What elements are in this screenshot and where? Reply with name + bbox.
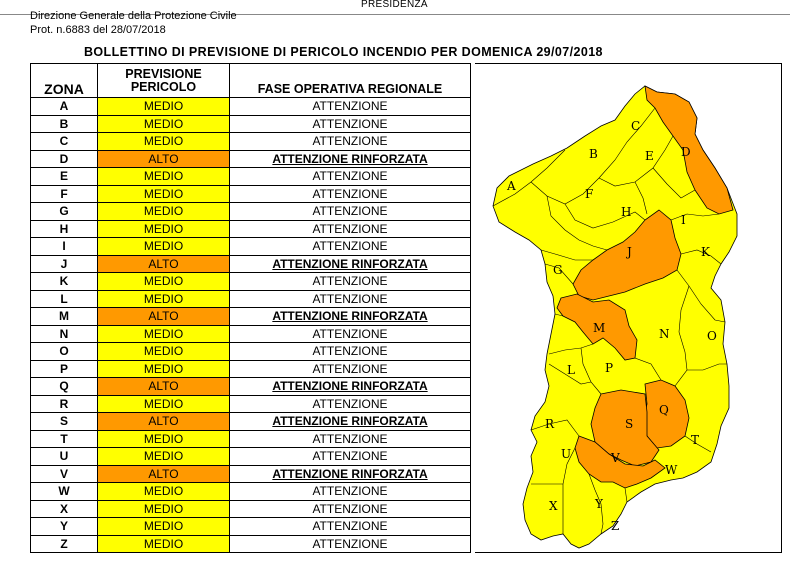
- map-label-k: K: [701, 245, 710, 259]
- column-header-previsione-line2: PERICOLO: [130, 79, 197, 94]
- operational-phase-cell: ATTENZIONE RINFORZATA: [230, 378, 471, 396]
- map-label-h: H: [621, 205, 632, 219]
- zone-letter-cell: N: [31, 325, 98, 343]
- table-row: [31, 133, 471, 151]
- zone-letter-cell: J: [31, 255, 98, 273]
- hazard-level-cell: MEDIO: [98, 448, 230, 466]
- zone-letter-cell: D: [31, 150, 98, 168]
- table-row: [31, 325, 471, 343]
- zone-letter-cell: S: [31, 413, 98, 431]
- table-row: [31, 430, 471, 448]
- direzione-label: Direzione Generale della Protezione Civile: [30, 10, 237, 22]
- hazard-level-cell: MEDIO: [98, 203, 230, 221]
- zone-letter-cell: B: [31, 115, 98, 133]
- operational-phase-cell: ATTENZIONE: [230, 290, 471, 308]
- hazard-level-cell: ALTO: [98, 308, 230, 326]
- hazard-level-cell: MEDIO: [98, 360, 230, 378]
- map-label-n: N: [659, 327, 670, 341]
- table-row: [31, 255, 471, 273]
- bulletin-title: BOLLETTINO DI PREVISIONE DI PERICOLO INCENDIO PER DOMENICA 29/07/2018: [84, 45, 603, 59]
- hazard-level-cell: ALTO: [98, 378, 230, 396]
- table-row: [31, 518, 471, 536]
- map-label-v: V: [611, 451, 620, 465]
- table-row: [31, 343, 471, 361]
- operational-phase-cell: ATTENZIONE: [230, 185, 471, 203]
- hazard-level-cell: MEDIO: [98, 430, 230, 448]
- table-row: [31, 308, 471, 326]
- hazard-level-cell: MEDIO: [98, 395, 230, 413]
- zone-letter-cell: M: [31, 308, 98, 326]
- operational-phase-cell: ATTENZIONE RINFORZATA: [230, 413, 471, 431]
- hazard-level-cell: MEDIO: [98, 500, 230, 518]
- document-header: [0, 0, 790, 10]
- map-label-e: E: [645, 149, 654, 163]
- table-row: [31, 448, 471, 466]
- zone-letter-cell: C: [31, 133, 98, 151]
- map-label-a: A: [507, 179, 516, 193]
- hazard-level-cell: MEDIO: [98, 518, 230, 536]
- hazard-level-cell: MEDIO: [98, 115, 230, 133]
- table-row: [31, 115, 471, 133]
- operational-phase-cell: ATTENZIONE: [230, 238, 471, 256]
- hazard-level-cell: MEDIO: [98, 343, 230, 361]
- sardinia-map-panel: [475, 63, 782, 553]
- hazard-level-cell: MEDIO: [98, 483, 230, 501]
- hazard-level-cell: MEDIO: [98, 220, 230, 238]
- table-row: [31, 238, 471, 256]
- table-row: [31, 290, 471, 308]
- map-label-s: S: [625, 417, 634, 431]
- operational-phase-cell: ATTENZIONE RINFORZATA: [230, 308, 471, 326]
- map-label-i: I: [681, 213, 686, 227]
- hazard-level-cell: MEDIO: [98, 535, 230, 553]
- zone-letter-cell: G: [31, 203, 98, 221]
- operational-phase-cell: ATTENZIONE: [230, 168, 471, 186]
- operational-phase-cell: ATTENZIONE: [230, 448, 471, 466]
- zone-letter-cell: L: [31, 290, 98, 308]
- table-row: [31, 185, 471, 203]
- sardinia-zone-map: [475, 64, 782, 554]
- table-row: [31, 168, 471, 186]
- column-header-previsione: [98, 64, 230, 98]
- zone-letter-cell: X: [31, 500, 98, 518]
- hazard-level-cell: MEDIO: [98, 168, 230, 186]
- hazard-level-cell: MEDIO: [98, 98, 230, 116]
- zone-letter-cell: A: [31, 98, 98, 116]
- column-header-fase: FASE OPERATIVA REGIONALE: [230, 64, 471, 98]
- zones-table-body: [31, 98, 471, 553]
- zone-letter-cell: T: [31, 430, 98, 448]
- hazard-level-cell: MEDIO: [98, 273, 230, 291]
- operational-phase-cell: ATTENZIONE RINFORZATA: [230, 150, 471, 168]
- map-label-j: J: [627, 245, 632, 259]
- map-label-m: M: [593, 321, 606, 335]
- operational-phase-cell: ATTENZIONE: [230, 115, 471, 133]
- hazard-level-cell: ALTO: [98, 150, 230, 168]
- table-row: [31, 413, 471, 431]
- zone-letter-cell: Z: [31, 535, 98, 553]
- map-label-c: C: [631, 119, 641, 133]
- map-label-w: W: [665, 463, 678, 477]
- map-label-u: U: [561, 447, 572, 461]
- hazard-level-cell: ALTO: [98, 413, 230, 431]
- zone-letter-cell: I: [31, 238, 98, 256]
- operational-phase-cell: ATTENZIONE RINFORZATA: [230, 255, 471, 273]
- operational-phase-cell: ATTENZIONE: [230, 500, 471, 518]
- operational-phase-cell: ATTENZIONE: [230, 273, 471, 291]
- table-row: [31, 483, 471, 501]
- map-label-l: L: [567, 363, 575, 377]
- zone-letter-cell: O: [31, 343, 98, 361]
- table-row: [31, 395, 471, 413]
- map-label-f: F: [585, 187, 594, 201]
- map-label-z: Z: [611, 519, 620, 533]
- operational-phase-cell: ATTENZIONE: [230, 220, 471, 238]
- map-label-p: P: [605, 361, 614, 375]
- table-row: [31, 378, 471, 396]
- column-header-zona: ZONA: [31, 64, 98, 98]
- table-row: [31, 465, 471, 483]
- operational-phase-cell: ATTENZIONE: [230, 395, 471, 413]
- operational-phase-cell: ATTENZIONE: [230, 98, 471, 116]
- map-label-r: R: [545, 417, 555, 431]
- zones-table: [30, 63, 471, 553]
- operational-phase-cell: ATTENZIONE: [230, 360, 471, 378]
- table-row: [31, 98, 471, 116]
- operational-phase-cell: ATTENZIONE: [230, 325, 471, 343]
- zone-letter-cell: P: [31, 360, 98, 378]
- zone-letter-cell: K: [31, 273, 98, 291]
- column-header-previsione-line1: PREVISIONE: [125, 66, 202, 81]
- operational-phase-cell: ATTENZIONE: [230, 535, 471, 553]
- zone-letter-cell: Q: [31, 378, 98, 396]
- zone-letter-cell: R: [31, 395, 98, 413]
- map-label-b: B: [589, 147, 598, 161]
- map-label-y: Y: [595, 497, 603, 511]
- zone-letter-cell: H: [31, 220, 98, 238]
- protocol-number: Prot. n.6883 del 28/07/2018: [30, 24, 166, 36]
- map-label-g: G: [553, 263, 563, 277]
- table-row: [31, 203, 471, 221]
- hazard-level-cell: MEDIO: [98, 238, 230, 256]
- map-label-o: O: [707, 329, 717, 343]
- table-row: [31, 150, 471, 168]
- operational-phase-cell: ATTENZIONE: [230, 133, 471, 151]
- zone-letter-cell: W: [31, 483, 98, 501]
- operational-phase-cell: ATTENZIONE RINFORZATA: [230, 465, 471, 483]
- operational-phase-cell: ATTENZIONE: [230, 518, 471, 536]
- hazard-level-cell: MEDIO: [98, 133, 230, 151]
- zone-letter-cell: F: [31, 185, 98, 203]
- table-header-row: [31, 64, 471, 98]
- table-row: [31, 535, 471, 553]
- table-row: [31, 220, 471, 238]
- map-label-d: D: [681, 145, 691, 159]
- hazard-level-cell: MEDIO: [98, 290, 230, 308]
- zone-letter-cell: Y: [31, 518, 98, 536]
- table-row: [31, 500, 471, 518]
- map-label-q: Q: [659, 403, 669, 417]
- table-row: [31, 273, 471, 291]
- operational-phase-cell: ATTENZIONE: [230, 343, 471, 361]
- operational-phase-cell: ATTENZIONE: [230, 203, 471, 221]
- operational-phase-cell: ATTENZIONE: [230, 430, 471, 448]
- zone-letter-cell: E: [31, 168, 98, 186]
- table-row: [31, 360, 471, 378]
- hazard-level-cell: MEDIO: [98, 185, 230, 203]
- operational-phase-cell: ATTENZIONE: [230, 483, 471, 501]
- hazard-level-cell: ALTO: [98, 465, 230, 483]
- map-label-t: T: [691, 433, 700, 447]
- hazard-level-cell: MEDIO: [98, 325, 230, 343]
- presidenza-label: PRESIDENZA: [361, 0, 428, 10]
- zone-letter-cell: U: [31, 448, 98, 466]
- map-label-x: X: [549, 499, 558, 513]
- hazard-level-cell: ALTO: [98, 255, 230, 273]
- zone-letter-cell: V: [31, 465, 98, 483]
